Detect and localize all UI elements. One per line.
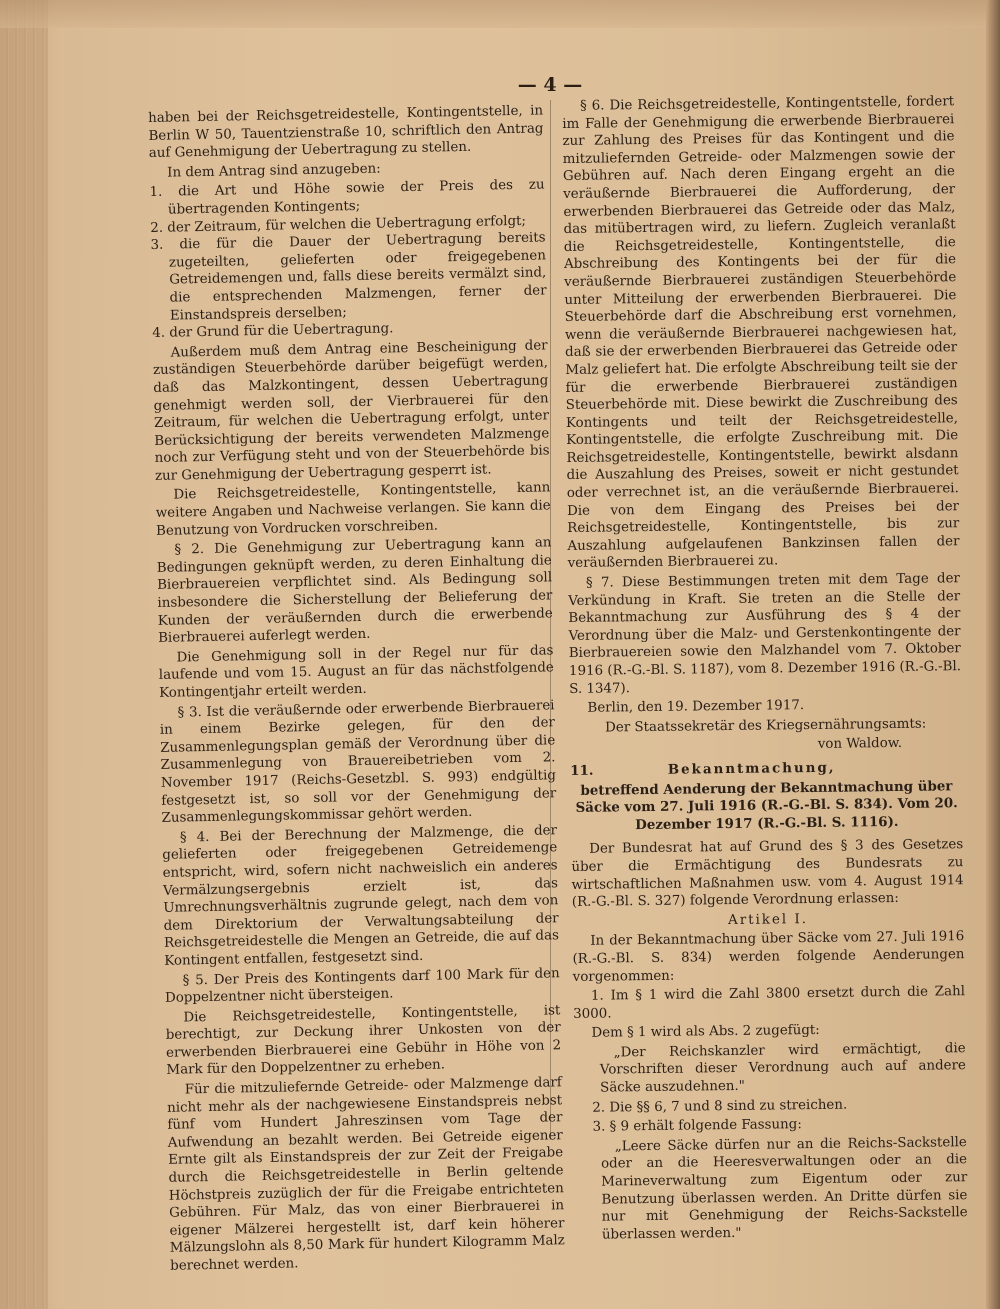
- binding-edge: [986, 0, 1000, 1309]
- paragraph-genehmigung: Die Genehmigung soll in der Regel nur für das laufende und vom 15. August an für das nächstfolgende Kontingentjahr erteilt werden.: [158, 643, 554, 701]
- section-4-paragraph: § 4. Bei der Berechnung der Malzmenge, die der gelieferten oder freigegebenen Getreidemenge entspricht, wird, sofern nicht nachweislich ein anderes Vermälzungsergebnis erzielt ist, das Umrechnungsverhältnis zugrunde gelegt, nach dem von dem Direktorium der Verwaltungsabteilung der Reichsgetreidestelle die Mengen an Getreide, die auf das Kontingent entfallen, festgesetzt sind.: [162, 823, 560, 969]
- page-number: — 4 —: [517, 74, 583, 96]
- paragraph-ausserdem: Außerdem muß dem Antrag eine Bescheinigung der zuständigen Steuerbehörde darüber beigefügt werden, daß das Malzkontingent, dessen Uebertragung genehmigt werden soll, der Vierbrauerei für den Zeitraum, für welchen die Uebertragung erfolgt, unter Berücksichtigung der bereits verwendeten Malzmenge noch zur Verfügung steht und von der Steuerbehörde bis zur Genehmigung der Uebertragung gesperrt ist.: [152, 338, 550, 484]
- stacked-page-edges: [0, 0, 48, 1309]
- amendment-quote-1: „Der Reichskanzler wird ermächtigt, die Vorschriften dieser Verordnung auch auf andere Säcke auszudehnen.": [599, 1041, 966, 1096]
- section-5-paragraph: § 5. Der Preis des Kontingents darf 100 Mark für den Doppelzentner nicht übersteigen.: [164, 965, 560, 1006]
- section-5-fee-paragraph: Die Reichsgetreidestelle, Kontingentstelle, ist berechtigt, zur Deckung ihrer Unkosten von der erwerbenden Bierbrauerei eine Gebühr in Höhe von 2 Mark für den Doppelzentner zu erheben.: [165, 1002, 562, 1079]
- amendment-item-3: 3. § 9 erhält folgende Fassung:: [592, 1117, 802, 1135]
- section-subheading: betreffend Aenderung der Bekanntmachung über Säcke vom 27. Juli 1916 (R.-G.-Bl. S. 834). Vom 20. Dezember 1917 (R.-G.-Bl. S. 1116).: [575, 777, 958, 833]
- section-5-price-paragraph: Für die mitzuliefernde Getreide- oder Malzmenge darf nicht mehr als der nachgewiesene Einstandspreis nebst fünf vom Hundert Jahreszinsen vom Tage der Aufwendung an bezahlt werden. Bei Getreide eigener Ernte gilt als Einstandspreis der zur Zeit der Freigabe durch die Reichsgetreidestelle in Berlin geltende Höchstpreis zuzüglich der für die Freigabe entrichteten Gebühren. Für Malz, das von einer Bierbrauerei in eigener Mälzerei hergestellt ist, darf kein höherer Mälzungslohn als 8,50 Mark für hundert Kilogramm Malz berechnet werden.: [167, 1075, 565, 1274]
- section-3-paragraph: § 3. Ist die veräußernde oder erwerbende Bierbrauerei in einem Bezirke gelegen, für den der Zusammenlegungsplan gemäß der Verordnung über die Zusammenlegung von Brauereibetrieben vom 2. November 1917 (Reichs-Gesetzbl. S. 993) endgültig festgesetzt ist, so soll vor der Genehmigung der Zusammenlegungskommissar gehört werden.: [159, 697, 557, 827]
- article-paragraph: In der Bekanntmachung über Säcke vom 27. Juli 1916 (R.-G.-Bl. S. 834) werden folgende Aenderungen vorgenommen:: [572, 929, 965, 985]
- amendment-quote-2: „Leere Säcke dürfen nur an die Reichs-Sackstelle oder an die Heeresverwaltungen oder an die Marineverwaltung zum Eigentum oder zur Benutzung überlassen werden. An Dritte dürfen sie nur mit Genehmigung der Reichs-Sackstelle überlassen werden.": [600, 1134, 968, 1243]
- amendment-item-2: 2. Die §§ 6, 7 und 8 sind zu streichen.: [592, 1097, 848, 1116]
- list-item: 3. die für die Dauer der Uebertragung bereits zugeteilten, gelieferten oder freigegebenen Getreidemengen und, falls diese bereits vermälzt sind, die entsprechenden Malzmengen, ferner der Einstandspreis derselben;: [150, 230, 547, 324]
- section-heading: Bekanntmachung,: [667, 759, 836, 778]
- list-item: 2. der Zeitraum, für welchen die Uebertragung erfolgt;: [150, 213, 527, 236]
- section-header: [570, 758, 962, 780]
- left-intro-paragraph: haben bei der Reichsgetreidestelle, Kontingentstelle, in Berlin W 50, Tauentzienstraße 10, schriftlich den Antrag auf Genehmigung der Uebertragung zu stellen.: [148, 103, 544, 162]
- section-6-paragraph: § 6. Die Reichsgetreidestelle, Kontingentstelle, fordert im Falle der Genehmigung die erwerbende Bierbrauerei zur Zahlung des Preises für das Kontingent und die mitzuliefernden Getreide- oder Malzmengen sowie der Gebühren auf. Nach deren Eingang ergeht an die veräußernde Bierbrauerei die Aufforderung, der erwerbenden Bierbrauerei das Getreide oder das Malz, das mitübertragen wird, zu liefern. Zugleich veranlaßt die Reichsgetreidestelle, Kontingentstelle, die Abschreibung des Kontingents bei der für die veräußernde Bierbrauerei zuständigen Steuerbehörde unter Mitteilung der erwerbenden Bierbrauerei. Die Steuerbehörde darf die Abschreibung erst vornehmen, wenn die veräußernde Bierbrauerei nachgewiesen hat, daß sie der erwerbenden Bierbrauerei das Getreide oder Malz geliefert hat. Die erfolgte Abschreibung teilt sie der für die erwerbende Bierbrauerei zuständigen Steuerbehörde mit. Diese bewirkt die Zuschreibung des Kontingents und teilt der Reichsgetreidestelle, Kontingentstelle, die erfolgte Zuschreibung mit. Die Reichsgetreidestelle, Kontingentstelle, bewirkt alsdann die Auszahlung des Preises, soweit er nicht gestundet oder verrechnet ist, an die veräußernde Bierbrauerei. Die von dem Eingang des Preises bei der Reichsgetreidestelle, Kontingentstelle, bis zur Auszahlung aufgelaufenen Bankzinsen fallen der veräußernden Bierbrauerei zu.: [562, 94, 960, 572]
- date-line: Berlin, den 19. Dezember 1917.: [587, 698, 805, 716]
- bundesrat-paragraph: Der Bundesrat hat auf Grund des § 3 des Gesetzes über die Ermächtigung des Bundesrats zu wirtschaftlichen Maßnahmen usw. vom 4. August 1914 (R.-G.-Bl. S. 327) folgende Verordnung erlassen:: [571, 837, 964, 911]
- section-2-paragraph: § 2. Die Genehmigung zur Uebertragung kann an Bedingungen geknüpft werden, zu deren Einhaltung die Bierbrauereien verpflichtet sind. Als Bedingung soll insbesondere die Sicherstellung der Belieferung der Kunden der veräußernden durch die erwerbende Bierbrauerei auferlegt werden.: [156, 535, 553, 647]
- article-heading: Artikel I.: [728, 911, 809, 928]
- left-column: [148, 102, 565, 1277]
- right-column: [562, 93, 968, 1246]
- list-item: 1. die Art und Höhe sowie der Preis des zu übertragenden Kontingents;: [149, 177, 545, 218]
- section-7-paragraph: § 7. Diese Bestimmungen treten mit dem Tage der Verkündung in Kraft. Sie treten an die Stelle der Bekanntmachung zur Ausführung des § 4 der Verordnung über die Malz- und Gerstenkontingente der Bierbrauereien sowie den Malzhandel vom 7. Oktober 1916 (R.-G.-Bl. S. 1187), vom 8. Dezember 1916 (R.-G.-Bl. S. 1347).: [568, 571, 962, 697]
- amendment-item-1b: Dem § 1 wird als Abs. 2 zugefügt:: [591, 1023, 820, 1041]
- list-intro: In dem Antrag sind anzugeben:: [167, 161, 381, 181]
- paragraph-reichsgetreidestelle: Die Reichsgetreidestelle, Kontingentstelle, kann weitere Angaben und Nachweise verlangen. Sie kann die Benutzung von Vordrucken vorschreiben.: [155, 480, 551, 539]
- page-top-shadow: [0, 0, 1000, 28]
- signature-title: Der Staatssekretär des Kriegsernährungsamts:: [605, 716, 927, 736]
- requirements-list: [149, 177, 547, 343]
- list-item: 4. der Grund für die Uebertragung.: [152, 321, 394, 342]
- section-number: 11.: [570, 762, 594, 779]
- signature-name: von Waldow.: [817, 736, 903, 753]
- amendment-item-1: 1. Im § 1 wird die Zahl 3800 ersetzt durch die Zahl 3000.: [573, 984, 966, 1022]
